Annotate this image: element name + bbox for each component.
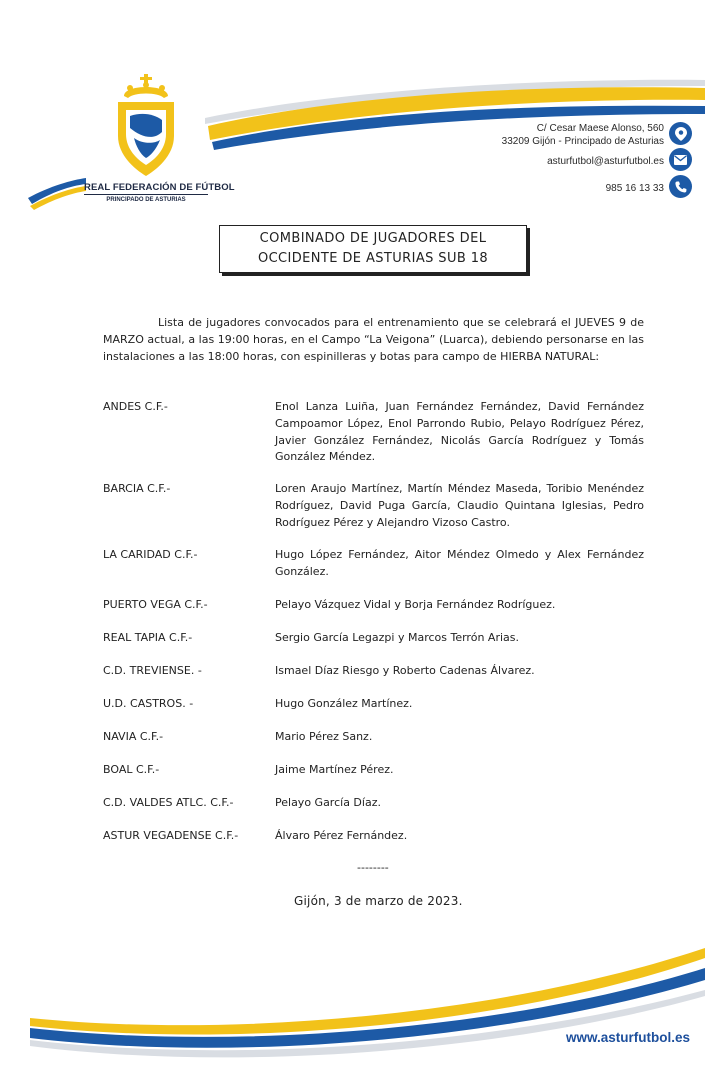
location-pin-icon bbox=[669, 122, 692, 145]
document-title bbox=[219, 225, 527, 273]
intro-text: Lista de jugadores convocados para el entrenamiento que se celebrará el JUEVES 9 de MARZO actual, a las 19:00 horas, en el Campo “La Veigona” (Luarca), debiendo personarse en las instalaciones a las 18:00 horas, con espinilleras y botas para campo de HIERBA NATURAL: bbox=[103, 316, 644, 363]
player-list: Loren Araujo Martínez, Martín Méndez Maseda, Toribio Menéndez Rodríguez, David Puga García, Claudio Quintana Iglesias, Pedro Rodríguez Pérez y Alejandro Vizoso Castro. bbox=[275, 482, 644, 529]
player-list: Mario Pérez Sanz. bbox=[275, 730, 373, 743]
player-list: Jaime Martínez Pérez. bbox=[275, 763, 394, 776]
player-list: Pelayo García Díaz. bbox=[275, 796, 381, 809]
player-list: Pelayo Vázquez Vidal y Borja Fernández Rodríguez. bbox=[275, 598, 556, 611]
club-name: BOAL C.F.- bbox=[103, 763, 160, 776]
club-name: C.D. TREVIENSE. - bbox=[103, 664, 202, 677]
player-list: Álvaro Pérez Fernández. bbox=[275, 829, 408, 842]
federation-logo bbox=[84, 74, 235, 203]
title-line-2: OCCIDENTE DE ASTURIAS SUB 18 bbox=[257, 251, 489, 266]
club-name: BARCIA C.F.- bbox=[103, 482, 171, 495]
club-name: LA CARIDAD C.F.- bbox=[103, 548, 198, 561]
club-name: NAVIA C.F.- bbox=[103, 730, 164, 743]
phone-text: 985 16 13 33 bbox=[605, 183, 664, 194]
intro-paragraph bbox=[103, 315, 644, 365]
player-list: Hugo López Fernández, Aitor Méndez Olmedo y Alex Fernández González. bbox=[275, 548, 644, 578]
player-list: Enol Lanza Luiña, Juan Fernández Fernández, David Fernández Campoamor López, Enol Parrondo Rubio, Pelayo Rodríguez Pérez, Javier González Fernández, Nicolás García Rodríguez y Tomás González Méndez. bbox=[275, 400, 644, 464]
player-list: Hugo González Martínez. bbox=[275, 697, 413, 710]
signature-date: Gijón, 3 de marzo de 2023. bbox=[294, 894, 463, 908]
address-block bbox=[502, 122, 664, 148]
address-line-1: C/ Cesar Maese Alonso, 560 bbox=[536, 123, 664, 134]
separator: -------- bbox=[357, 861, 389, 874]
title-line-1: COMBINADO DE JUGADORES DEL bbox=[259, 231, 487, 246]
email-text: asturfutbol@asturfutbol.es bbox=[547, 156, 664, 167]
envelope-icon bbox=[669, 148, 692, 171]
website-link[interactable]: www.asturfutbol.es bbox=[565, 1030, 690, 1045]
federation-name: REAL FEDERACIÓN DE FÚTBOL bbox=[84, 182, 235, 193]
club-name: U.D. CASTROS. - bbox=[103, 697, 194, 710]
address-line-2: 33209 Gijón - Principado de Asturias bbox=[501, 136, 664, 147]
player-list: Ismael Díaz Riesgo y Roberto Cadenas Álvarez. bbox=[275, 664, 535, 677]
crest-icon bbox=[110, 74, 182, 178]
club-name: PUERTO VEGA C.F.- bbox=[103, 598, 208, 611]
player-list: Sergio García Legazpi y Marcos Terrón Arias. bbox=[275, 631, 519, 644]
club-name: ANDES C.F.- bbox=[103, 400, 168, 413]
club-name: C.D. VALDES ATLC. C.F.- bbox=[103, 796, 234, 809]
federation-subtitle: PRINCIPADO DE ASTURIAS bbox=[106, 197, 186, 203]
phone-icon bbox=[669, 175, 692, 198]
club-name: REAL TAPIA C.F.- bbox=[103, 631, 193, 644]
club-name: ASTUR VEGADENSE C.F.- bbox=[103, 829, 239, 842]
